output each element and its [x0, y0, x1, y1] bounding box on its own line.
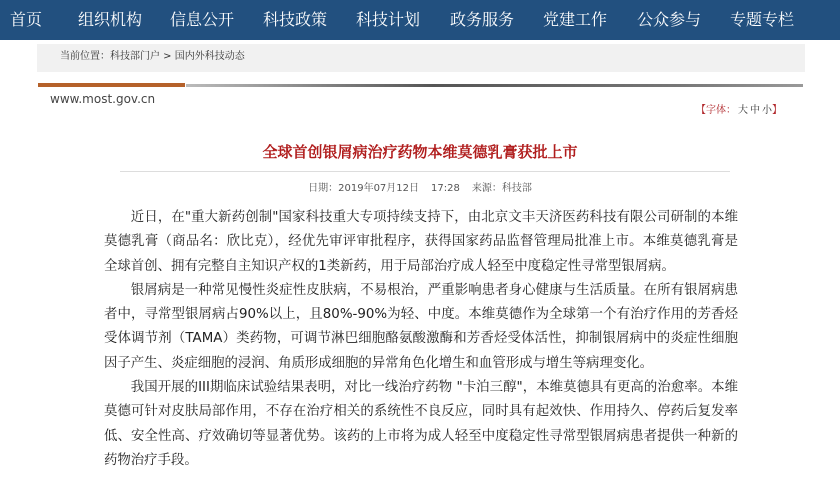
nav-home[interactable]: 首页: [10, 10, 43, 29]
font-size-medium[interactable]: 中: [750, 105, 760, 116]
breadcrumb-prefix: 当前位置：: [60, 51, 110, 62]
article-date: 日期：2019年07月12日: [308, 183, 420, 194]
article-body: [104, 206, 738, 473]
article-source: 来源：科技部: [471, 183, 532, 194]
divider: [186, 84, 803, 87]
font-size-label: 字体：: [706, 105, 736, 116]
article-title: 全球首创银屑病治疗药物本维莫德乳膏获批上市: [262, 143, 578, 161]
divider-accent: [38, 83, 185, 87]
title-divider: [120, 171, 730, 172]
site-url: www.most.gov.cn: [50, 92, 156, 106]
nav-organization[interactable]: 组织机构: [78, 10, 143, 29]
nav-info-disclosure[interactable]: 信息公开: [170, 10, 235, 29]
breadcrumb-news[interactable]: 国内外科技动态: [174, 51, 245, 62]
font-size-large[interactable]: 大: [738, 105, 748, 116]
breadcrumb-portal[interactable]: 科技部门户: [110, 51, 160, 62]
article-paragraph: 我国开展的III期临床试验结果表明，对比一线治疗药物 "卡泊三醇"，本维莫德具有更高的治愈率。本维莫德可针对皮肤局部作用，不存在治疗相关的系统性不良反应，同时具有起效快、作用持久、停药后复发率低、安全性高、疗效确切等显著优势。该药的上市将为成人轻至中度稳定性寻常型银屑病患者提供一种新的药物治疗手段。: [104, 380, 738, 468]
font-size-small[interactable]: 小: [762, 105, 772, 116]
article-meta: [0, 179, 840, 194]
nav-plans[interactable]: 科技计划: [356, 10, 421, 29]
nav-party[interactable]: 党建工作: [543, 10, 608, 29]
nav-policy[interactable]: 科技政策: [263, 10, 328, 29]
article-paragraph: 近日，在"重大新药创制"国家科技重大专项持续支持下，由北京文丰天济医药科技有限公司研制的本维莫德乳膏（商品名：欣比克），经优先审评审批程序，获得国家药品监督管理局批准上市。本维莫德乳膏是全球首创、拥有完整自主知识产权的1类新药，用于局部治疗成人轻至中度稳定性寻常型银屑病。: [104, 210, 738, 274]
nav-services[interactable]: 政务服务: [450, 10, 515, 29]
nav-public[interactable]: 公众参与: [637, 10, 702, 29]
breadcrumb: [60, 50, 245, 64]
font-size-switcher: [696, 101, 782, 116]
article-paragraph: 银屑病是一种常见慢性炎症性皮肤病，不易根治，严重影响患者身心健康与生活质量。在所有银屑病患者中，寻常型银屑病占90%以上，且80%-90%为轻、中度。本维莫德作为全球第一个有治疗作用的芳香烃受体调节剂（TAMA）类药物，可调节淋巴细胞酪氨酸激酶和芳香烃受体活性，抑制银屑病中的炎症性细胞因子产生、炎症细胞的浸润、角质形成细胞的异常角色化增生和血管形成与增生等病理变化。: [104, 282, 738, 371]
font-size-open: 【: [696, 105, 706, 116]
top-nav: [0, 0, 840, 40]
nav-topics[interactable]: 专题专栏: [730, 10, 795, 29]
article-time: 17:28: [431, 183, 460, 194]
font-size-close: 】: [772, 105, 782, 116]
breadcrumb-separator: >: [160, 51, 175, 62]
